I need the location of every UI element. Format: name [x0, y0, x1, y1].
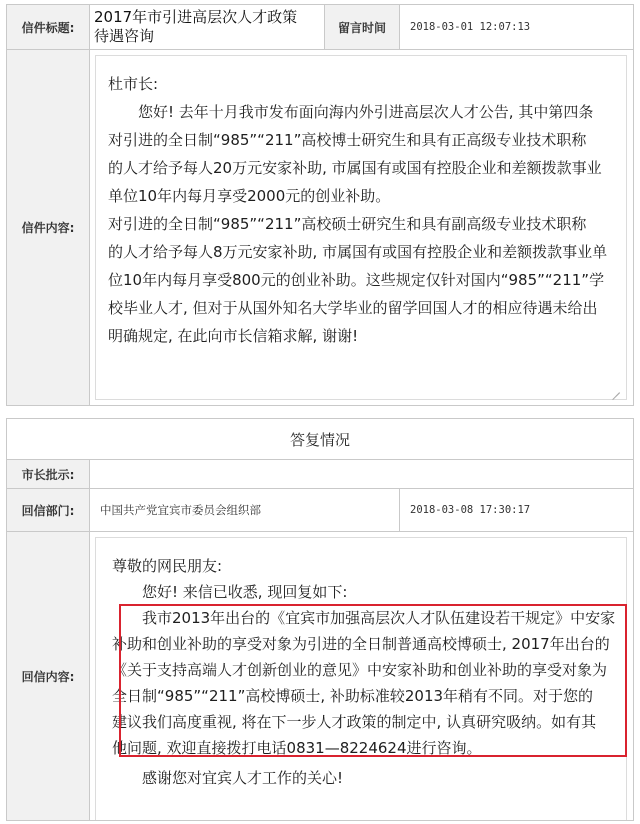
highlight-box — [119, 604, 627, 757]
reply-line: 《关于支持高端人才创新创业的意见》中安家补助和创业补助的享受对象为 — [112, 661, 608, 679]
reply-section-title: 答复情况 — [6, 418, 634, 460]
letter-line: 对引进的全日制“985”“211”高校博士研究生和具有正高级专业技术职称 — [108, 131, 587, 149]
dept-label: 回信部门: — [6, 488, 90, 532]
reply-line: 全日制“985”“211”高校博硕士, 补助标准较2013年稍有不同。对于您的 — [112, 687, 594, 705]
reply-content-label: 回信内容: — [6, 531, 90, 821]
reply-line: 您好! 来信已收悉, 现回复如下: — [142, 583, 348, 601]
title-label: 信件标题: — [6, 4, 90, 50]
reply-line: 感谢您对宜宾人才工作的关心! — [142, 769, 344, 787]
letter-line: 杜市长: — [108, 75, 159, 93]
letter-line: 单位10年内每月享受2000元的创业补助。 — [108, 187, 391, 205]
reply-content-textarea[interactable] — [95, 537, 627, 821]
mayor-label: 市长批示: — [6, 459, 90, 489]
reply-line: 尊敬的网民朋友: — [112, 557, 223, 575]
dept-value: 中国共产党宜宾市委员会组织部 — [89, 488, 400, 532]
time-label: 留言时间 — [324, 4, 400, 50]
reply-time: 2018-03-08 17:30:17 — [399, 488, 634, 532]
letter-line: 的人才给予每人20万元安家补助, 市属国有或国有控股企业和差额拨款事业 — [108, 159, 602, 177]
letter-title-line2: 待遇咨询 — [94, 27, 155, 45]
reply-line: 他问题, 欢迎直接拨打电话0831—8224624进行咨询。 — [112, 739, 482, 757]
reply-content-cell — [89, 531, 634, 821]
reply-line: 建议我们高度重视, 将在下一步人才政策的制定中, 认真研究吸纳。如有其 — [112, 713, 597, 731]
letter-content-textarea[interactable] — [95, 55, 627, 400]
reply-line: 补助和创业补助的享受对象为引进的全日制普通高校博硕士, 2017年出台的 — [112, 635, 610, 653]
letter-content-cell — [89, 49, 634, 406]
letter-title — [89, 4, 325, 50]
letter-line: 您好! 去年十月我市发布面向海内外引进高层次人才公告, 其中第四条 — [138, 103, 594, 121]
letter-time: 2018-03-01 12:07:13 — [399, 4, 634, 50]
letter-line: 位10年内每月享受800元的创业补助。这些规定仅针对国内“985”“211”学 — [108, 271, 605, 289]
letter-title-line1: 2017年市引进高层次人才政策 — [94, 8, 298, 26]
letter-line: 的人才给予每人8万元安家补助, 市属国有或国有控股企业和差额拨款事业单 — [108, 243, 608, 261]
letter-line: 校毕业人才, 但对于从国外知名大学毕业的留学回国人才的相应待遇未给出 — [108, 299, 598, 317]
resize-grip-icon[interactable] — [610, 383, 620, 393]
content-label: 信件内容: — [6, 49, 90, 406]
letter-line: 明确规定, 在此向市长信箱求解, 谢谢! — [108, 327, 359, 345]
reply-line: 我市2013年出台的《宜宾市加强高层次人才队伍建设若干规定》中安家 — [142, 609, 616, 627]
letter-line: 对引进的全日制“985”“211”高校硕士研究生和具有副高级专业技术职称 — [108, 215, 587, 233]
mayor-value — [89, 459, 634, 489]
